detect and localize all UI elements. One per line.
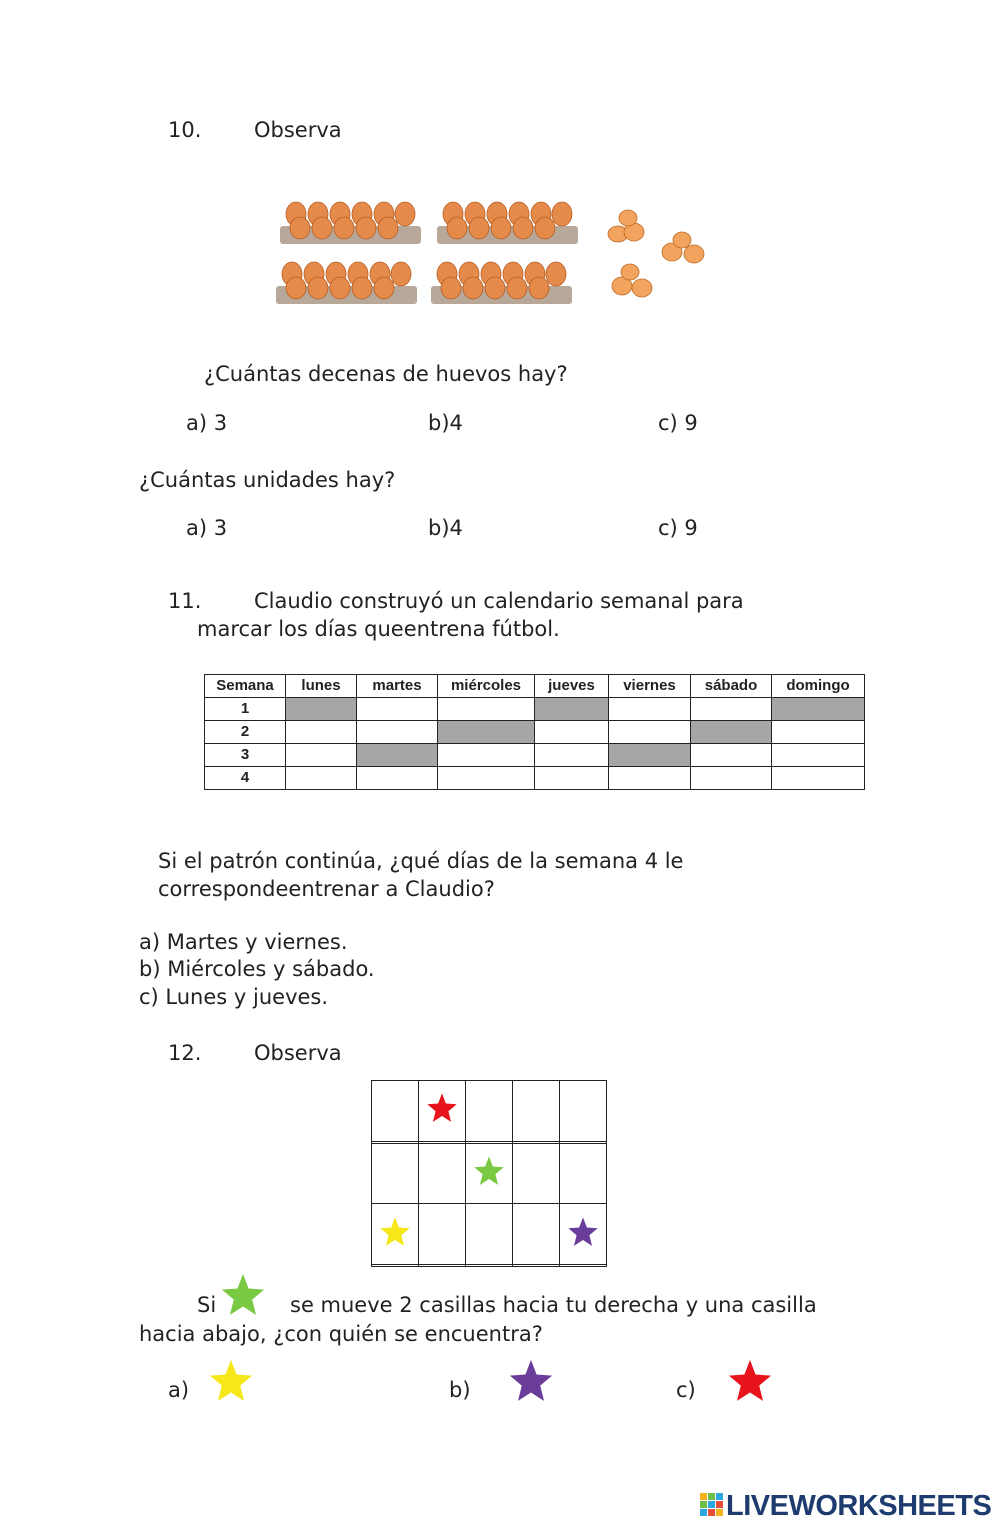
q10-tens-option-c[interactable]: c) 9 (658, 411, 698, 435)
q12-number: 12. (168, 1041, 202, 1065)
day-cell (286, 744, 357, 767)
egg-tray (274, 260, 419, 306)
day-cell (609, 767, 691, 790)
calendar-row (205, 744, 865, 767)
day-cell (357, 698, 438, 721)
q11-prompt-line2: correspondeentrenar a Claudio? (158, 877, 495, 901)
day-cell (438, 698, 535, 721)
day-cell (286, 767, 357, 790)
q10-number: 10. (168, 118, 202, 142)
header-tuesday: martes (357, 675, 438, 698)
q11-number: 11. (168, 589, 202, 613)
q12-title: Observa (254, 1041, 342, 1065)
purple-star-icon[interactable] (508, 1358, 554, 1404)
liveworksheets-logo (700, 1490, 991, 1520)
q10-tens-option-b[interactable]: b)4 (428, 411, 463, 435)
day-cell (438, 767, 535, 790)
header-friday: viernes (609, 675, 691, 698)
header-week: Semana (205, 675, 286, 698)
header-saturday: sábado (691, 675, 772, 698)
star-grid (371, 1080, 607, 1267)
day-cell (772, 698, 865, 721)
q12-option-c-label[interactable]: c) (676, 1378, 696, 1402)
liveworksheets-logo-icon (700, 1493, 724, 1517)
day-cell (535, 767, 609, 790)
q12-option-b-label[interactable]: b) (449, 1378, 471, 1402)
day-cell (609, 698, 691, 721)
day-cell (286, 721, 357, 744)
day-cell (691, 721, 772, 744)
q11-text-line2: marcar los días queentrena fútbol. (197, 617, 560, 641)
logo-text: LIVEWORKSHEETS (726, 1490, 992, 1522)
q11-answer-b[interactable]: b) Miércoles y sábado. (139, 957, 375, 981)
day-cell (691, 698, 772, 721)
q11-answer-c[interactable]: c) Lunes y jueves. (139, 985, 329, 1009)
week-number: 4 (205, 767, 286, 790)
day-cell (609, 721, 691, 744)
egg-tray (435, 200, 580, 246)
q10-units-option-c[interactable]: c) 9 (658, 516, 698, 540)
calendar-row (205, 767, 865, 790)
day-cell (357, 767, 438, 790)
header-wednesday: miércoles (438, 675, 535, 698)
day-cell (286, 698, 357, 721)
day-cell (535, 744, 609, 767)
q11-prompt-line1: Si el patrón continúa, ¿qué días de la semana 4 le (158, 849, 684, 873)
q11-text-line1: Claudio construyó un calendario semanal para (254, 589, 744, 613)
q10-tens-option-a[interactable]: a) 3 (186, 411, 228, 435)
egg-tray (429, 260, 574, 306)
q10-units-option-a[interactable]: a) 3 (186, 516, 228, 540)
day-cell (691, 744, 772, 767)
calendar-row (205, 698, 865, 721)
day-cell (772, 767, 865, 790)
day-cell (691, 767, 772, 790)
red-star-icon[interactable] (727, 1358, 773, 1404)
grid-star-icon (426, 1092, 458, 1124)
egg-tray (278, 200, 423, 246)
header-sunday: domingo (772, 675, 865, 698)
day-cell (535, 698, 609, 721)
day-cell (357, 744, 438, 767)
day-cell (609, 744, 691, 767)
q10-question-tens: ¿Cuántas decenas de huevos hay? (204, 362, 568, 386)
q10-title: Observa (254, 118, 342, 142)
q10-question-units: ¿Cuántas unidades hay? (139, 468, 396, 492)
week-number: 2 (205, 721, 286, 744)
day-cell (357, 721, 438, 744)
week-number: 1 (205, 698, 286, 721)
grid-star-icon (473, 1155, 505, 1187)
day-cell (535, 721, 609, 744)
week-number: 3 (205, 744, 286, 767)
q12-text-prefix: Si (197, 1293, 217, 1317)
yellow-star-icon[interactable] (208, 1358, 254, 1404)
q12-text-line2: hacia abajo, ¿con quién se encuentra? (139, 1322, 543, 1346)
q12-option-a-label[interactable]: a) (168, 1378, 190, 1402)
calendar-header-row (205, 675, 865, 698)
green-star-icon (220, 1272, 266, 1318)
grid-star-icon (567, 1216, 599, 1248)
header-thursday: jueves (535, 675, 609, 698)
training-calendar-table (204, 674, 865, 790)
day-cell (438, 721, 535, 744)
q10-units-option-b[interactable]: b)4 (428, 516, 463, 540)
header-monday: lunes (286, 675, 357, 698)
q11-answer-a[interactable]: a) Martes y viernes. (139, 930, 348, 954)
grid-star-icon (379, 1216, 411, 1248)
loose-eggs (604, 206, 714, 306)
day-cell (772, 721, 865, 744)
day-cell (438, 744, 535, 767)
calendar-row (205, 721, 865, 744)
q12-text-suffix: se mueve 2 casillas hacia tu derecha y una casilla (290, 1293, 817, 1317)
day-cell (772, 744, 865, 767)
